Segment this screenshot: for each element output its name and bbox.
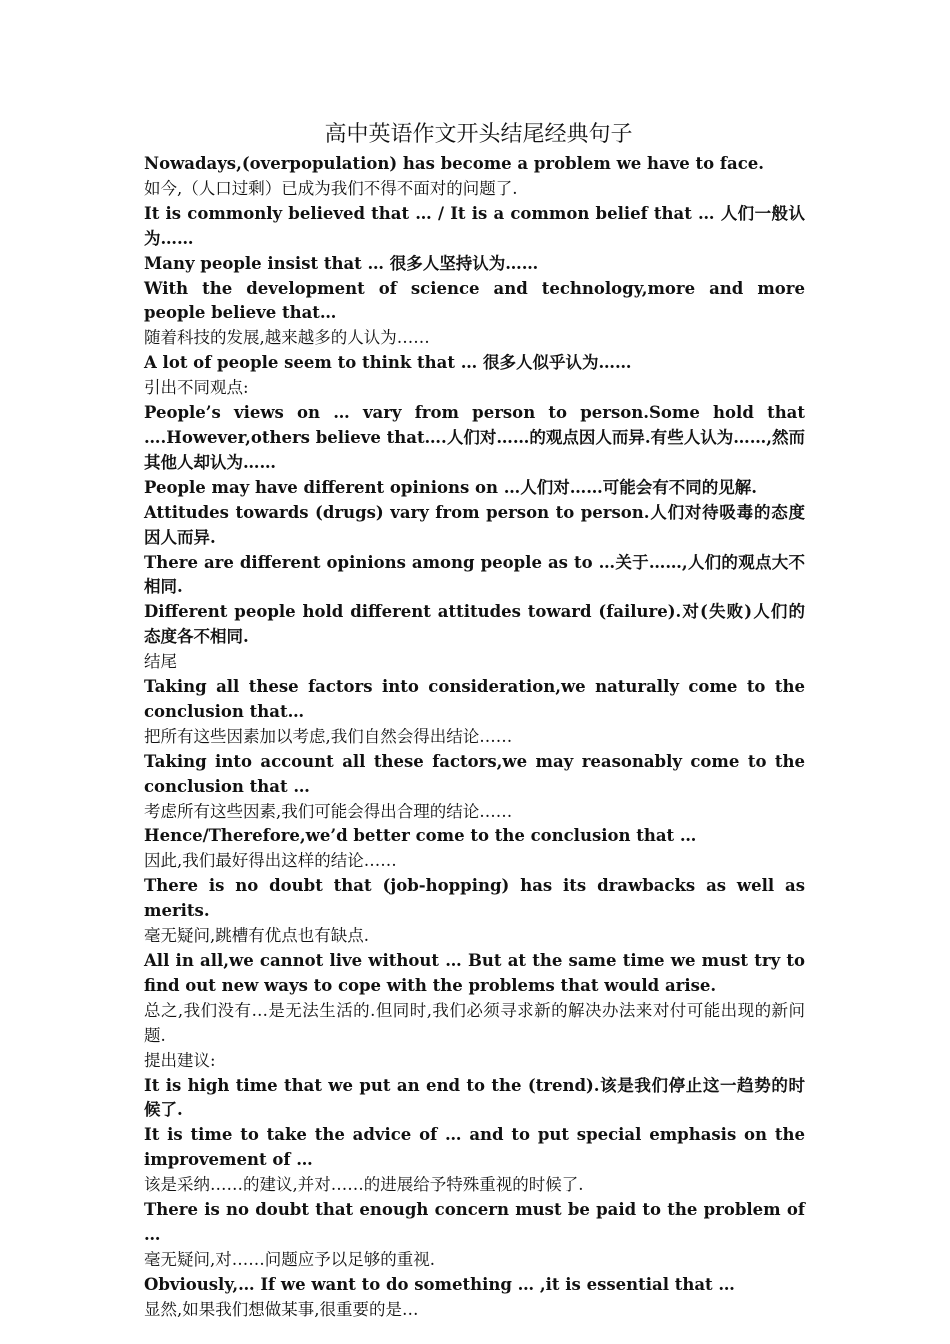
document-line: There is no doubt that (job-hopping) has its drawbacks as well as merits. xyxy=(144,876,805,921)
document-line: 提出建议: xyxy=(144,1050,216,1070)
document-line: With the development of science and technology,more and more people believe that… xyxy=(144,278,805,323)
document-line: 把所有这些因素加以考虑,我们自然会得出结论…… xyxy=(144,726,513,746)
document-line: 考虑所有这些因素,我们可能会得出合理的结论…… xyxy=(144,801,513,821)
document-line: There are different opinions among people as to …关于……,人们的观点大不相同. xyxy=(144,552,805,597)
document-title: 高中英语作文开头结尾经典句子 xyxy=(324,122,633,147)
document-line: It is high time that we put an end to the (trend).该是我们停止这一趋势的时候了. xyxy=(144,1075,805,1120)
document-line: 结尾 xyxy=(144,652,177,672)
document-line: A lot of people seem to think that … 很多人似乎认为…… xyxy=(144,353,632,373)
document-line: Different people hold different attitudes toward (failure).对(失败)人们的态度各不相同. xyxy=(144,602,805,647)
document-page xyxy=(144,118,805,1323)
document-line: 因此,我们最好得出这样的结论…… xyxy=(144,851,397,871)
document-line: Many people insist that … 很多人坚持认为…… xyxy=(144,253,539,273)
document-line: Hence/Therefore,we’d better come to the conclusion that … xyxy=(144,826,697,846)
document-body xyxy=(144,152,805,1323)
document-line: Nowadays,(overpopulation) has become a problem we have to face. xyxy=(144,154,764,173)
document-line: Obviously,… If we want to do something … ,it is essential that … xyxy=(144,1274,735,1294)
document-line: People may have different opinions on …人们对……可能会有不同的见解. xyxy=(144,477,758,497)
document-line: 如今,（人口过剩）已成为我们不得不面对的问题了. xyxy=(144,178,518,198)
document-line: 该是采纳……的建议,并对……的进展给予特殊重视的时候了. xyxy=(144,1175,584,1195)
document-line: 总之,我们没有…是无法生活的.但同时,我们必须寻求新的解决办法来对付可能出现的新问题. xyxy=(144,1000,805,1045)
document-line: Taking into account all these factors,we may reasonably come to the conclusion that … xyxy=(144,751,805,796)
document-line: 引出不同观点: xyxy=(144,378,249,398)
document-line: Taking all these factors into consideration,we naturally come to the conclusion that… xyxy=(144,677,805,721)
document-line: All in all,we cannot live without … But at the same time we must try to find out new ways to cope with the problems that would arise. xyxy=(144,951,805,995)
document-line: There is no doubt that enough concern must be paid to the problem of … xyxy=(144,1200,805,1244)
document-line: It is time to take the advice of … and to put special emphasis on the improvement of … xyxy=(144,1125,805,1170)
document-line: 显然,如果我们想做某事,很重要的是… xyxy=(144,1299,419,1319)
document-line: People’s views on … vary from person to person.Some hold that ….However,others believe that….人们对……的观点因人而异.有些人认为……,然而其他人却认为…… xyxy=(144,403,805,472)
document-line: 毫无疑问,跳槽有优点也有缺点. xyxy=(144,926,369,946)
document-line: 毫无疑问,对……问题应予以足够的重视. xyxy=(144,1249,435,1269)
document-line: Attitudes towards (drugs) vary from person to person.人们对待吸毒的态度因人而异. xyxy=(144,502,805,547)
document-line: 随着科技的发展,越来越多的人认为…… xyxy=(144,328,430,348)
document-line: It is commonly believed that … / It is a common belief that … 人们一般认为…… xyxy=(144,203,805,248)
